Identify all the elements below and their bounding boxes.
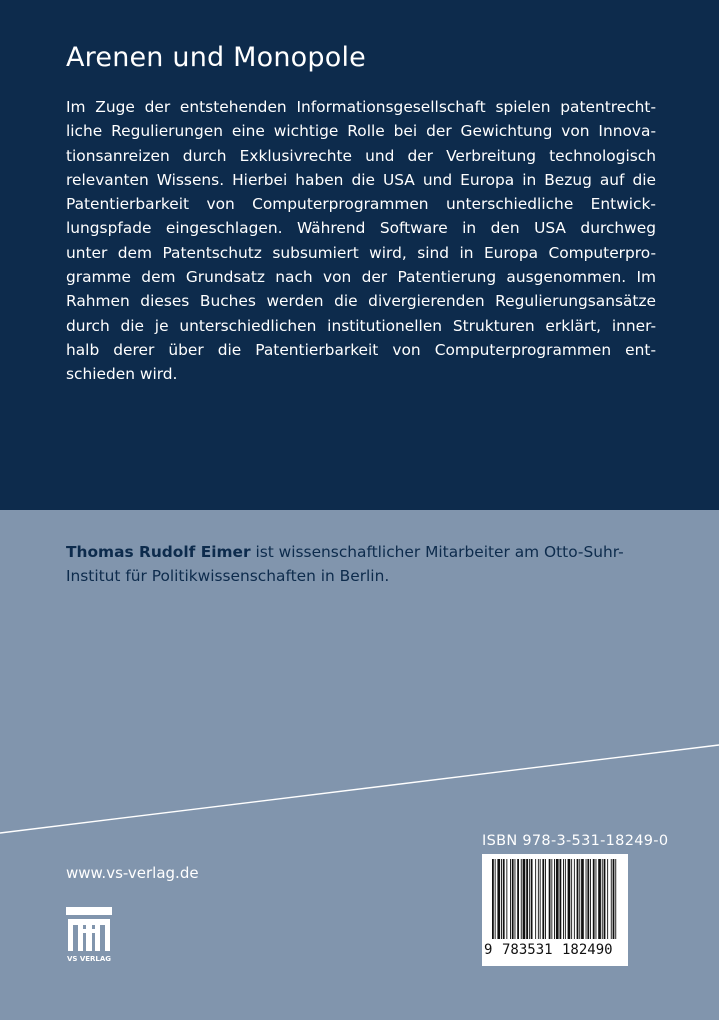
barcode-bar [568,859,571,939]
blurb-line: lungspfade eingeschlagen. Während Software in den USA durchweg [66,219,656,238]
author-name: Thomas Rudolf Eimer [66,543,251,561]
barcode-bar [497,859,500,939]
barcode-bar [535,859,536,939]
barcode-bar [510,859,511,939]
barcode-bar [521,859,522,939]
author-line-2: Institut für Politikwissenschaften in Berlin. [66,567,390,586]
barcode-bar [495,859,496,939]
barcode-bar [581,859,584,939]
barcode-bar [604,859,606,939]
barcode-bar [615,859,616,939]
blurb-line: liche Regulierungen eine wichtige Rolle bei der Gewichtung von Innova- [66,122,656,141]
barcode-bar [574,859,575,939]
barcode-bar [549,859,551,939]
barcode-bar [506,859,507,939]
blurb-line: schieden wird. [66,365,178,384]
barcode-bar [590,859,591,939]
barcode-bar [556,859,559,939]
book-title: Arenen und Monopole [66,42,366,73]
barcode-bar [545,859,546,939]
barcode-bar [540,859,541,939]
barcode-bar [607,859,608,939]
barcode-bar [611,859,612,939]
barcode-bar [515,859,516,939]
barcode-bar [571,859,572,939]
barcode-bar [517,859,519,939]
barcode-bar [526,859,528,939]
logo-text: VS VERLAG [66,955,112,963]
barcode-bar [560,859,562,939]
publisher-website: www.vs-verlag.de [66,864,199,882]
blurb-line: Patentierbarkeit von Computerprogrammen unterschiedliche Entwick- [66,195,656,214]
barcode-bar [565,859,566,939]
barcode-bars [492,859,618,945]
blurb-line: Im Zuge der entstehenden Informationsgesellschaft spielen patentrecht- [66,98,656,116]
barcode-bar [512,859,514,939]
blurb-line: Rahmen dieses Buches werden die divergierenden Regulierungsansätze [66,292,656,311]
barcode-bar [538,859,539,939]
barcode-bar [542,859,544,939]
blurb-line: halb derer über die Patentierbarkeit von Computerprogrammen ent- [66,340,656,359]
barcode-bar [587,859,589,939]
barcode-bar [596,859,597,939]
barcode-bar [529,859,530,939]
vs-verlag-logo [66,907,112,963]
barcode-bar [593,859,595,939]
author-bio: ist wissenschaftlicher Mitarbeiter am Otto-Suhr- [250,543,624,561]
barcode-bar [492,859,494,939]
barcode-bar [586,859,587,939]
isbn-label: ISBN 978-3-531-18249-0 [482,833,669,849]
barcode-bar [523,859,526,939]
barcode-bar [554,859,555,939]
barcode-bar [579,859,580,939]
barcode-bar [503,859,505,939]
barcode-digit-first: 9 [484,942,493,958]
blurb-line: durch die je unterschiedlichen institutionellen Strukturen erklärt, inner- [66,316,656,335]
barcode-bar [531,859,533,939]
barcode-bar [598,859,601,939]
blurb-line: unter dem Patentschutz subsumiert wird, sind in Europa Computerpro- [66,243,656,262]
barcode [482,854,628,966]
barcode-bar [602,859,603,939]
barcode-digits-right: 182490 [562,942,613,958]
barcode-bar [551,859,552,939]
blurb-line: tionsanreizen durch Exklusivrechte und der Verbreitung technologisch [66,146,656,165]
barcode-bar [563,859,564,939]
barcode-bar [577,859,579,939]
blurb-line: relevanten Wissens. Hierbei haben die USA und Europa in Bezug auf die [66,170,656,189]
barcode-bar [613,859,615,939]
barcode-digits-left: 783531 [502,942,553,958]
blurb-line: gramme dem Grundsatz nach von der Patentierung ausgenommen. Im [66,268,656,287]
barcode-bar [501,859,502,939]
